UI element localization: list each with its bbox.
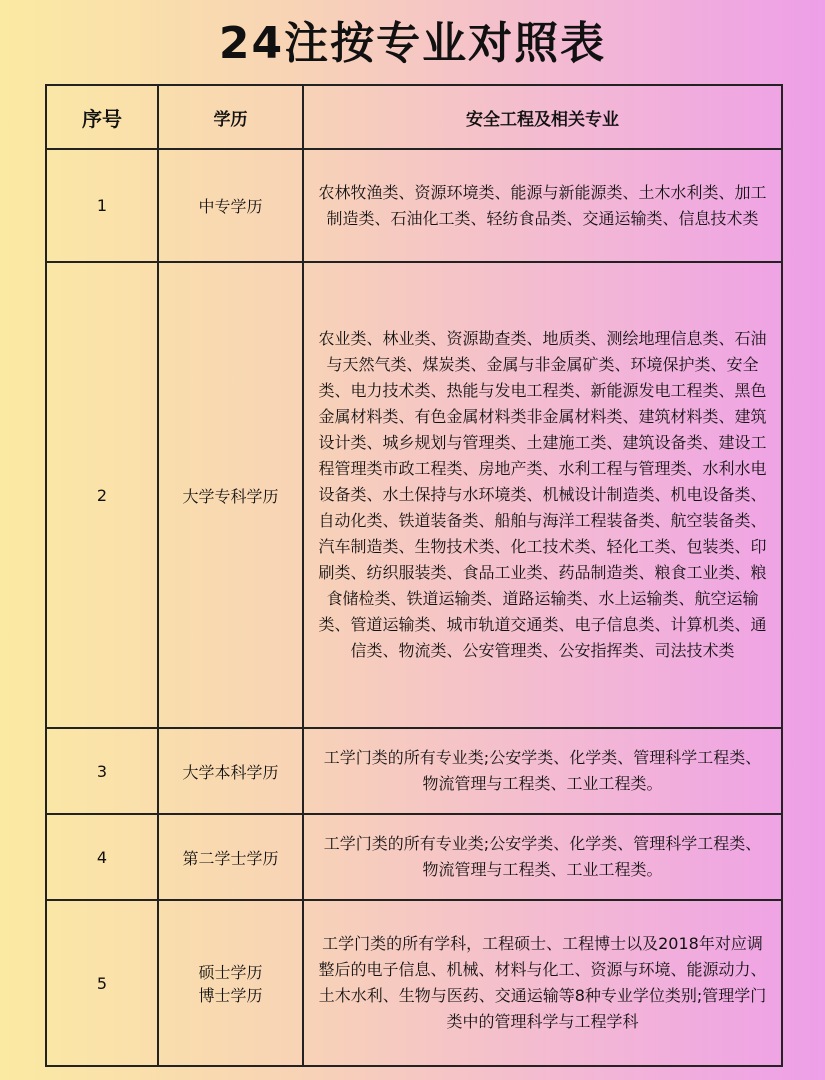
row-majors: 工学门类的所有专业类;公安学类、化学类、管理科学工程类、物流管理与工程类、工业工程类。 [303,728,782,814]
table-row [46,814,782,900]
row-number: 2 [46,262,158,728]
row-education: 中专学历 [158,149,303,262]
header-number: 序号 [46,85,158,149]
row-education: 大学专科学历 [158,262,303,728]
row-education [158,900,303,1066]
table-row [46,262,782,728]
row-education-line: 硕士学历 [198,963,263,982]
table-row [46,149,782,262]
page-title: 24注按专业对照表 [218,18,607,69]
row-education: 第二学士学历 [158,814,303,900]
table-header-row [46,85,782,149]
row-majors: 工学门类的所有专业类;公安学类、化学类、管理科学工程类、物流管理与工程类、工业工程类。 [303,814,782,900]
row-number: 3 [46,728,158,814]
row-number: 1 [46,149,158,262]
table-row [46,728,782,814]
row-number: 5 [46,900,158,1066]
row-majors: 工学门类的所有学科，工程硕士、工程博士以及2018年对应调整后的电子信息、机械、材料与化工、资源与环境、能源动力、土木水利、生物与医药、交通运输等8种专业学位类别;管理学门类中的管理科学与工程学科 [303,900,782,1066]
row-education: 大学本科学历 [158,728,303,814]
row-majors: 农业类、林业类、资源勘查类、地质类、测绘地理信息类、石油与天然气类、煤炭类、金属与非金属矿类、环境保护类、安全类、电力技术类、热能与发电工程类、新能源发电工程类、黑色金属材料类、有色金属材料类非金属材料类、建筑材料类、建筑设计类、城乡规划与管理类、土建施工类、建筑设备类、建设工程管理类市政工程类、房地产类、水利工程与管理类、水利水电设备类、水土保持与水环境类、机械设计制造类、机电设备类、自动化类、铁道装备类、船舶与海洋工程装备类、航空装备类、汽车制造类、生物技术类、化工技术类、轻化工类、包装类、印刷类、纺织服装类、食品工业类、药品制造类、粮食工业类、粮食储检类、铁道运输类、道路运输类、水上运输类、航空运输类、管道运输类、城市轨道交通类、电子信息类、计算机类、通信类、物流类、公安管理类、公安指挥类、司法技术类 [303,262,782,728]
row-education-line: 博士学历 [198,986,263,1005]
header-majors: 安全工程及相关专业 [303,85,782,149]
major-comparison-table [45,84,783,1067]
row-majors: 农林牧渔类、资源环境类、能源与新能源类、土木水利类、加工制造类、石油化工类、轻纺食品类、交通运输类、信息技术类 [303,149,782,262]
table-row [46,900,782,1066]
row-number: 4 [46,814,158,900]
header-education: 学历 [158,85,303,149]
